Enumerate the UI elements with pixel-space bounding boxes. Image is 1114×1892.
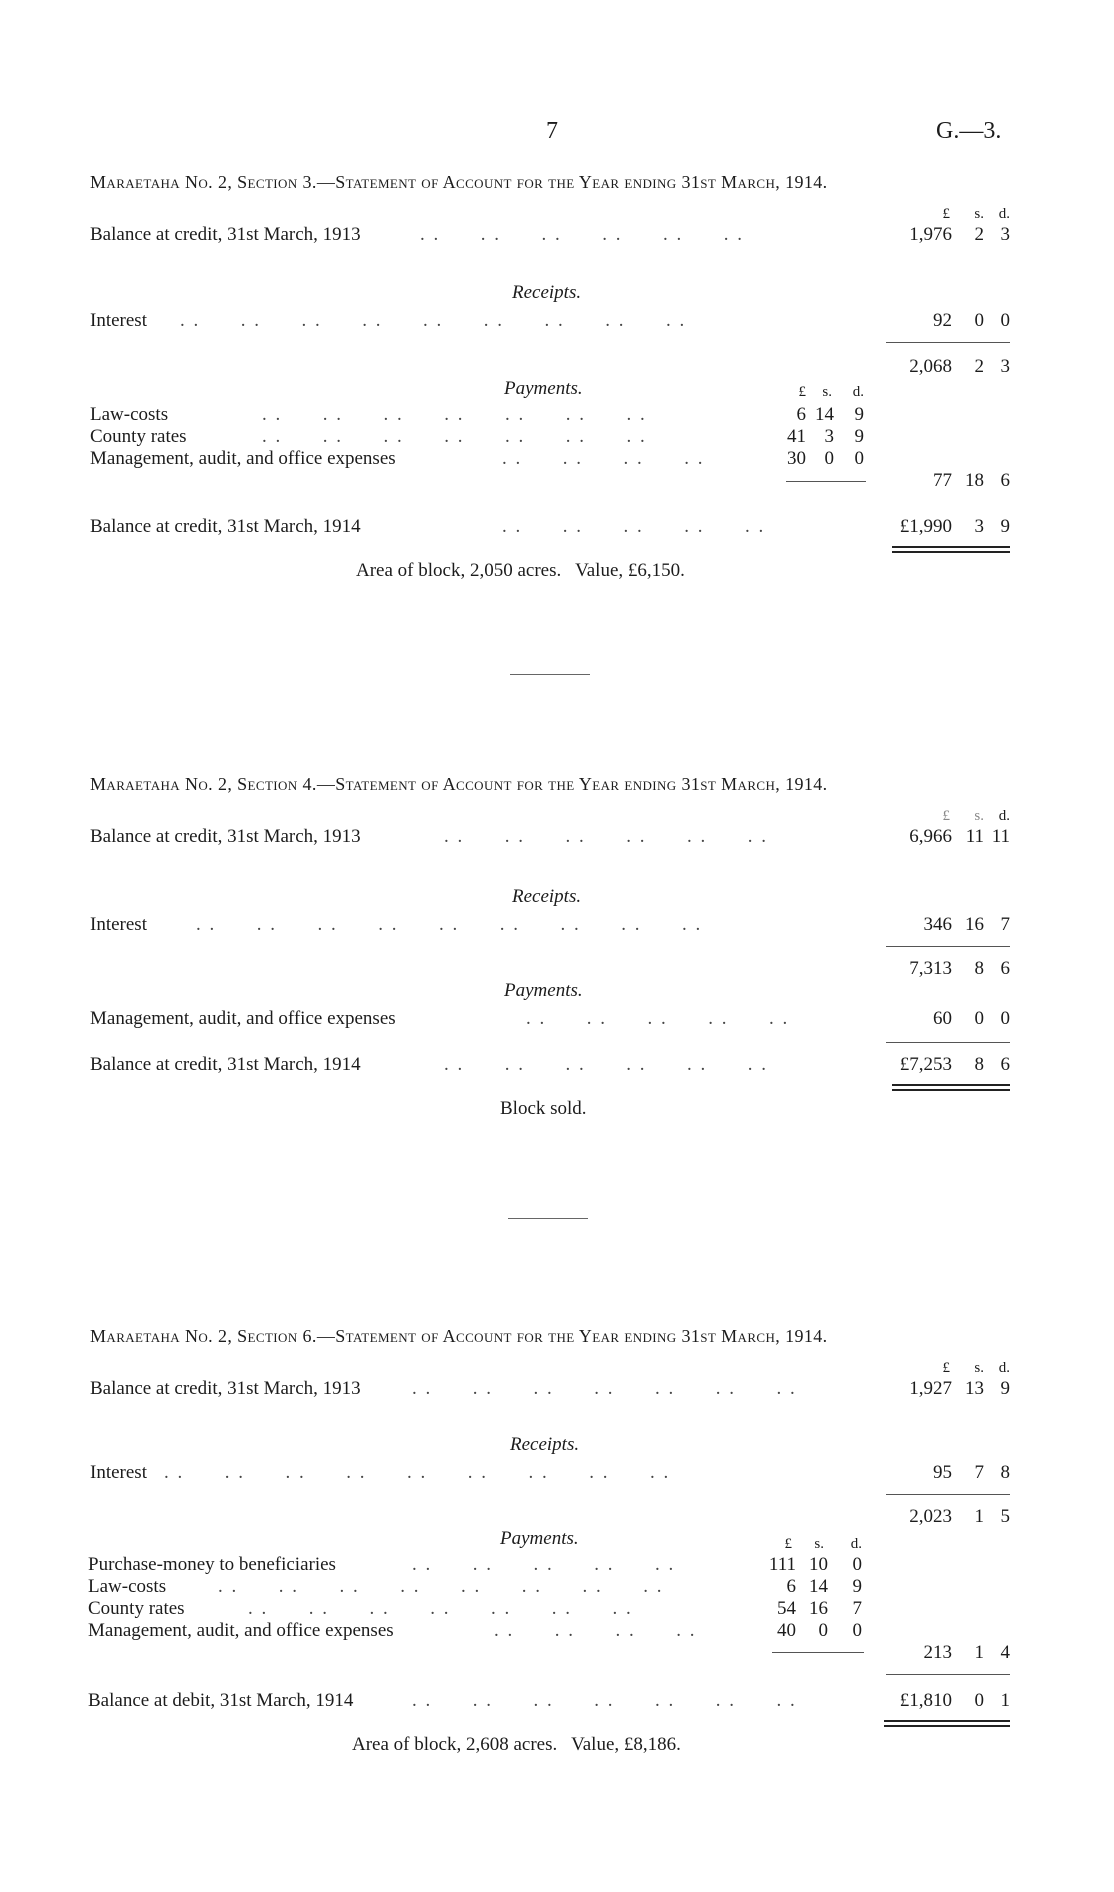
payments-heading: Payments. [504,980,583,1001]
payment-label: Law-costs [90,404,169,425]
payment-pounds: 30 [787,448,806,469]
leader-dots: . . . . . . . . . . . . . . . . [218,1576,664,1597]
payments-heading: Payments. [504,378,583,399]
opening-balance-pence: 9 [1000,1378,1010,1399]
opening-balance-pence: 11 [991,826,1010,847]
opening-balance-pounds: 1,927 [909,1378,952,1399]
opening-balance-pence: 3 [1000,224,1010,245]
receipts-heading: Receipts. [510,1434,580,1455]
payments-total-shillings: 18 [965,470,984,491]
total-double-rule [892,1089,1010,1091]
leader-dots: . . . . . . . . . . . . . . . . . . [164,1462,671,1483]
closing-balance-pounds: £1,810 [899,1690,952,1711]
interest-label: Interest [90,1462,147,1483]
payment-head-pence: d. [850,1536,862,1552]
leader-dots: . . . . . . . . . . . . . . [248,1598,633,1619]
interest-pounds: 95 [933,1462,952,1483]
subtotal-pence: 6 [1000,958,1010,979]
leader-dots: . . . . . . . . . . [412,1554,676,1575]
payment-shillings: 0 [818,1620,828,1641]
leader-dots: . . . . . . . . . . . . . . [262,426,647,447]
payment-label: Management, audit, and office expenses [88,1620,394,1641]
col-head-shillings: s. [974,206,984,222]
payment-head-shillings: s. [814,1536,824,1552]
closing-balance-pence: 1 [1000,1690,1010,1711]
leader-dots: . . . . . . . . . . . . . . [262,404,647,425]
payment-pence: 0 [854,448,864,469]
section-title: Maraetaha No. 2, Section 6. [90,1326,317,1346]
payment-pence: 9 [854,426,864,447]
interest-label: Interest [90,914,147,935]
payment-shillings: 14 [809,1576,828,1597]
payments-total-pence: 6 [1000,470,1010,491]
leader-dots: . . . . . . . . [494,1620,697,1641]
payment-pence: 7 [852,1598,862,1619]
block-note: Block sold. [500,1098,587,1119]
opening-balance-shillings: 2 [974,224,984,245]
payment-pence: 9 [854,404,864,425]
payment-pounds: 111 [768,1554,796,1575]
col-head-shillings: s. [974,808,984,824]
interest-pounds: 346 [923,914,952,935]
payment-pounds: 40 [777,1620,796,1641]
payment-pence: 0 [852,1620,862,1641]
total-double-rule [892,551,1010,553]
subtotal-pounds: 2,068 [909,356,952,377]
col-head-pounds: £ [942,206,950,222]
payment-shillings: 14 [815,404,834,425]
subtotal-shillings: 8 [974,958,984,979]
leader-dots: . . . . . . . . . . . . . . [412,1690,797,1711]
leader-dots: . . . . . . . . . . . . . . . . . . [180,310,687,331]
col-head-pounds: £ [942,808,950,824]
payment-shillings: 3 [824,426,834,447]
interest-shillings: 7 [974,1462,984,1483]
closing-balance-pence: 9 [1000,516,1010,537]
block-note: Area of block, 2,050 acres. Value, £6,150. [356,560,685,581]
section-title: Maraetaha No. 2, Section 3. [90,172,317,192]
col-head-pounds: £ [942,1360,950,1376]
sum-rule [886,1042,1010,1043]
payments-heading: Payments. [500,1528,579,1549]
payment-head-pence: d. [852,384,864,400]
closing-balance-pence: 6 [1000,1054,1010,1075]
interest-pence: 7 [1000,914,1010,935]
block-note: Area of block, 2,608 acres. Value, £8,186. [352,1734,681,1755]
closing-balance-pounds: £1,990 [899,516,952,537]
payment-head-shillings: s. [822,384,832,400]
sum-rule [886,946,1010,947]
interest-label: Interest [90,310,147,331]
section-subtitle: —Statement of Account for the Year ending 31st March, 1914. [316,1326,828,1346]
opening-balance-label: Balance at credit, 31st March, 1913 [90,1378,361,1399]
leader-dots: . . . . . . . . . . . . . . [412,1378,797,1399]
receipts-heading: Receipts. [512,886,582,907]
payment-pounds: 54 [777,1598,796,1619]
payment-pounds: 6 [796,404,806,425]
interest-pence: 8 [1000,1462,1010,1483]
payments-total-pounds: 77 [933,470,952,491]
section-heading [90,774,828,795]
payment-pence: 9 [852,1576,862,1597]
total-double-rule [892,1084,1010,1086]
subtotal-pounds: 2,023 [909,1506,952,1527]
interest-shillings: 0 [974,310,984,331]
payment-label: Law-costs [88,1576,167,1597]
col-head-pence: d. [998,1360,1010,1376]
sum-rule [886,342,1010,343]
closing-balance-shillings: 3 [974,516,984,537]
leader-dots: . . . . . . . . [502,448,705,469]
leader-dots: . . . . . . . . . . . . [420,224,744,245]
leader-dots: . . . . . . . . . . . . [444,826,768,847]
payment-shillings: 10 [809,1554,828,1575]
opening-balance-shillings: 13 [965,1378,984,1399]
subtotal-shillings: 2 [974,356,984,377]
payment-pence: 0 [852,1554,862,1575]
sum-rule [772,1652,864,1653]
payment-shillings: 0 [974,1008,984,1029]
interest-pence: 0 [1000,310,1010,331]
closing-balance-pounds: £7,253 [899,1054,952,1075]
section-divider [510,674,590,675]
subtotal-pence: 3 [1000,356,1010,377]
payment-label: Purchase-money to beneficiaries [88,1554,336,1575]
subtotal-shillings: 1 [974,1506,984,1527]
payment-pounds: 6 [786,1576,796,1597]
payment-head-pounds: £ [784,1536,792,1552]
section-subtitle: —Statement of Account for the Year ending 31st March, 1914. [316,774,828,794]
opening-balance-shillings: 11 [965,826,984,847]
col-head-pence: d. [998,808,1010,824]
payments-total-pence: 4 [1000,1642,1010,1663]
section-title: Maraetaha No. 2, Section 4. [90,774,317,794]
opening-balance-label: Balance at credit, 31st March, 1913 [90,224,361,245]
closing-balance-label: Balance at credit, 31st March, 1914 [90,516,361,537]
opening-balance-label: Balance at credit, 31st March, 1913 [90,826,361,847]
col-head-pence: d. [998,206,1010,222]
opening-balance-pounds: 1,976 [909,224,952,245]
receipts-heading: Receipts. [512,282,582,303]
interest-shillings: 16 [965,914,984,935]
closing-balance-label: Balance at debit, 31st March, 1914 [88,1690,354,1711]
payment-label: County rates [88,1598,185,1619]
payment-pounds: 60 [933,1008,952,1029]
closing-balance-shillings: 0 [974,1690,984,1711]
payment-shillings: 0 [824,448,834,469]
section-heading [90,172,828,193]
interest-pounds: 92 [933,310,952,331]
payments-total-pounds: 213 [923,1642,952,1663]
payment-pence: 0 [1000,1008,1010,1029]
payment-label: Management, audit, and office expenses [90,1008,396,1029]
leader-dots: . . . . . . . . . . . . . . . . . . [196,914,703,935]
subtotal-pence: 5 [1000,1506,1010,1527]
col-head-shillings: s. [974,1360,984,1376]
leader-dots: . . . . . . . . . . . . [444,1054,768,1075]
leader-dots: . . . . . . . . . . [526,1008,790,1029]
section-subtitle: —Statement of Account for the Year ending 31st March, 1914. [316,172,828,192]
closing-balance-label: Balance at credit, 31st March, 1914 [90,1054,361,1075]
payments-total-shillings: 1 [974,1642,984,1663]
total-double-rule [884,1725,1010,1727]
total-double-rule [884,1720,1010,1722]
opening-balance-pounds: 6,966 [909,826,952,847]
section-heading [90,1326,828,1347]
total-double-rule [892,546,1010,548]
sum-rule [786,481,866,482]
subtotal-pounds: 7,313 [909,958,952,979]
payment-shillings: 16 [809,1598,828,1619]
section-divider [508,1218,588,1219]
sum-rule [886,1674,1010,1675]
payment-label: Management, audit, and office expenses [90,448,396,469]
closing-balance-shillings: 8 [974,1054,984,1075]
payment-pounds: 41 [787,426,806,447]
payment-head-pounds: £ [798,384,806,400]
page-reference: G.—3. [936,118,1002,144]
sum-rule [886,1494,1010,1495]
payment-label: County rates [90,426,187,447]
page-number: 7 [546,118,558,144]
leader-dots: . . . . . . . . . . [502,516,766,537]
